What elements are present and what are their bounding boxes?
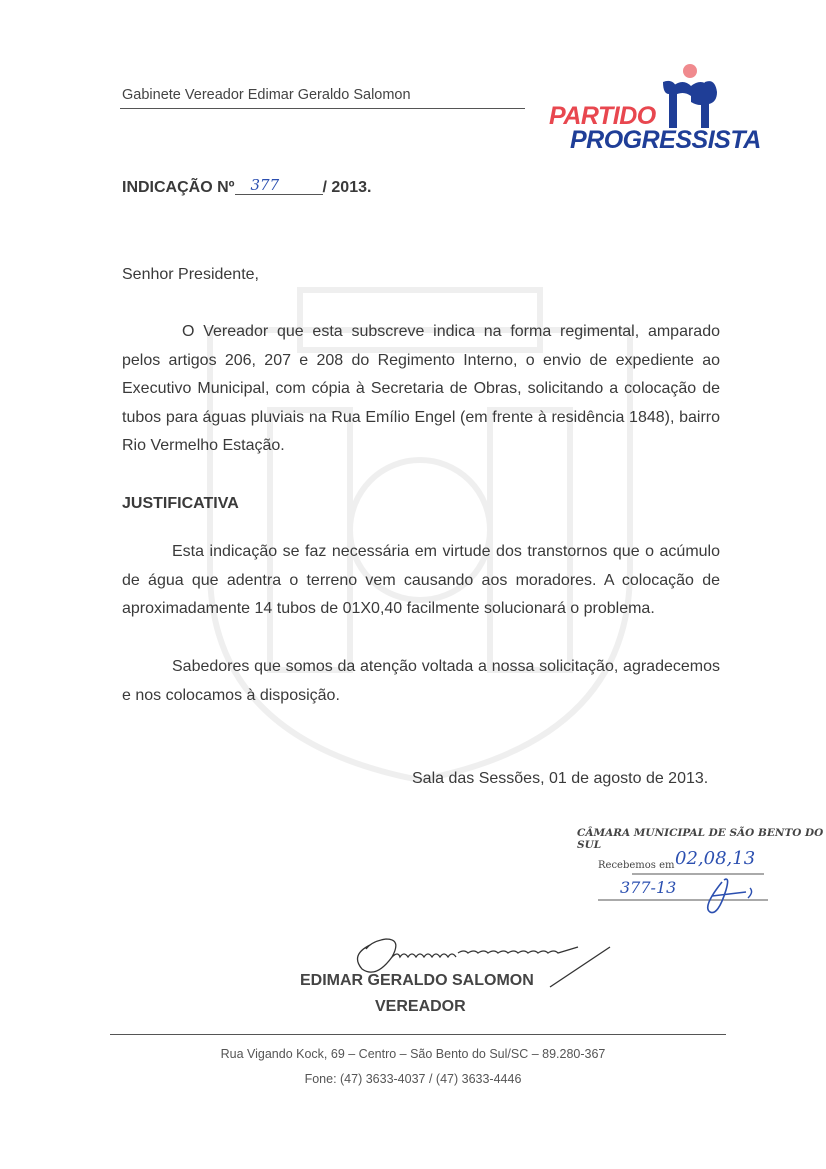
stamp-received-date: 02,08,13 <box>675 848 756 869</box>
signer-role: VEREADOR <box>375 998 466 1015</box>
stamp-protocol-number: 377-13 <box>620 878 677 897</box>
footer-phone: Fone: (47) 3633-4037 / (47) 3633-4446 <box>304 1072 522 1086</box>
salutation: Senhor Presidente, <box>122 266 259 283</box>
stamp-received-label: Recebemos em <box>598 860 675 871</box>
header-divider <box>120 108 525 109</box>
stamp-title: CÂMARA MUNICIPAL DE SÃO BENTO DO SUL <box>577 827 824 851</box>
party-name-line1: PARTIDO <box>549 102 656 130</box>
body-paragraph-3: Sabedores que somos da atenção voltada a nossa solicitação, agradecemos e nos colocamos à disposição. <box>122 658 720 704</box>
footer-address: Rua Vigando Kock, 69 – Centro – São Bento do Sul/SC – 89.280-367 <box>220 1047 606 1061</box>
indicacao-line <box>122 178 371 197</box>
body-paragraph-2: Esta indicação se faz necessária em virtude dos transtornos que o acúmulo de água que adentra o terreno vem causando aos moradores. A colocação de aproximadamente 14 tubos de 01X0,40 facilmente solucionará o problema. <box>122 543 720 617</box>
signer-name: EDIMAR GERALDO SALOMON <box>300 972 534 989</box>
justificativa-heading: JUSTIFICATIVA <box>122 495 239 512</box>
office-header: Gabinete Vereador Edimar Geraldo Salomon <box>122 87 411 103</box>
indicacao-year: / 2013. <box>322 179 372 196</box>
footer-divider <box>110 1034 726 1035</box>
dateline: Sala das Sessões, 01 de agosto de 2013. <box>412 770 709 787</box>
indicacao-number: 377 <box>235 176 323 195</box>
party-name-line2: PROGRESSISTA <box>570 126 761 154</box>
body-paragraph-1: O Vereador que esta subscreve indica na forma regimental, amparado pelos artigos 206, 207 e 208 do Regimento Interno, o envio de expediente ao Executivo Municipal, com cópia à Secretaria de Obras, solicitando a colocação de tubos para águas pluviais na Rua Emílio Engel (em frente à residência 1848), bairro Rio Vermelho Estação. <box>122 323 720 454</box>
indicacao-label: INDICAÇÃO Nº <box>122 179 235 196</box>
